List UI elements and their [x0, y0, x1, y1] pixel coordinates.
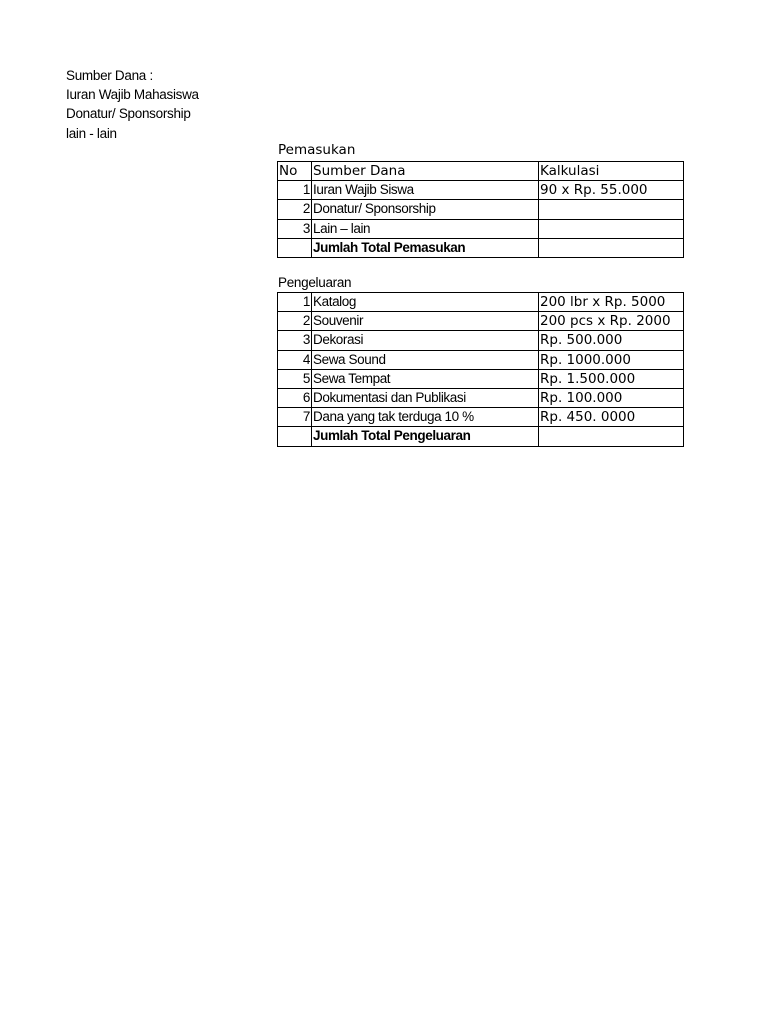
row-source: Lain – lain — [312, 219, 539, 238]
row-source: Dokumentasi dan Publikasi — [312, 388, 539, 407]
table-row — [278, 331, 684, 350]
total-no-cell — [278, 238, 312, 257]
row-calc: Rp. 100.000 — [539, 388, 684, 407]
total-value-cell — [539, 427, 684, 446]
table-row — [278, 181, 684, 200]
header-calc: Kalkulasi — [539, 162, 684, 181]
row-calc: Rp. 1000.000 — [539, 350, 684, 369]
table-row — [278, 312, 684, 331]
row-no: 3 — [278, 331, 312, 350]
row-calc: 90 x Rp. 55.000 — [539, 181, 684, 200]
row-no: 6 — [278, 388, 312, 407]
table-row — [278, 350, 684, 369]
table-row — [278, 200, 684, 219]
row-calc: Rp. 450. 0000 — [539, 408, 684, 427]
income-table — [277, 161, 684, 258]
row-no: 1 — [278, 181, 312, 200]
funding-source-item: Donatur/ Sponsorship — [66, 106, 191, 122]
row-source: Souvenir — [312, 312, 539, 331]
row-source: Donatur/ Sponsorship — [312, 200, 539, 219]
funding-sources-heading: Sumber Dana : — [66, 68, 153, 83]
row-calc: 200 lbr x Rp. 5000 — [539, 293, 684, 312]
row-calc: Rp. 500.000 — [539, 331, 684, 350]
row-calc — [539, 200, 684, 219]
table-row — [278, 219, 684, 238]
table-header-row — [278, 162, 684, 181]
header-no: No — [278, 162, 312, 181]
row-no: 3 — [278, 219, 312, 238]
row-source: Dekorasi — [312, 331, 539, 350]
row-no: 2 — [278, 200, 312, 219]
expense-caption: Pengeluaran — [278, 275, 352, 290]
expense-table — [277, 292, 684, 447]
funding-sources-list — [66, 66, 199, 143]
total-label: Jumlah Total Pengeluaran — [312, 427, 539, 446]
row-calc: Rp. 1.500.000 — [539, 369, 684, 388]
row-source: Sewa Sound — [312, 350, 539, 369]
row-calc — [539, 219, 684, 238]
table-row — [278, 408, 684, 427]
table-row — [278, 293, 684, 312]
row-no: 4 — [278, 350, 312, 369]
funding-source-item: lain - lain — [66, 125, 117, 141]
row-no: 1 — [278, 293, 312, 312]
row-source: Katalog — [312, 293, 539, 312]
table-row — [278, 388, 684, 407]
row-source: Sewa Tempat — [312, 369, 539, 388]
row-calc: 200 pcs x Rp. 2000 — [539, 312, 684, 331]
row-source: Iuran Wajib Siswa — [312, 181, 539, 200]
income-caption: Pemasukan — [278, 142, 356, 158]
table-row — [278, 369, 684, 388]
total-label: Jumlah Total Pemasukan — [312, 238, 539, 257]
total-row — [278, 427, 684, 446]
row-no: 7 — [278, 408, 312, 427]
funding-source-item: Iuran Wajib Mahasiswa — [66, 87, 199, 103]
total-row — [278, 238, 684, 257]
total-value-cell — [539, 238, 684, 257]
total-no-cell — [278, 427, 312, 446]
row-source: Dana yang tak terduga 10 % — [312, 408, 539, 427]
row-no: 2 — [278, 312, 312, 331]
header-source: Sumber Dana — [312, 162, 539, 181]
row-no: 5 — [278, 369, 312, 388]
